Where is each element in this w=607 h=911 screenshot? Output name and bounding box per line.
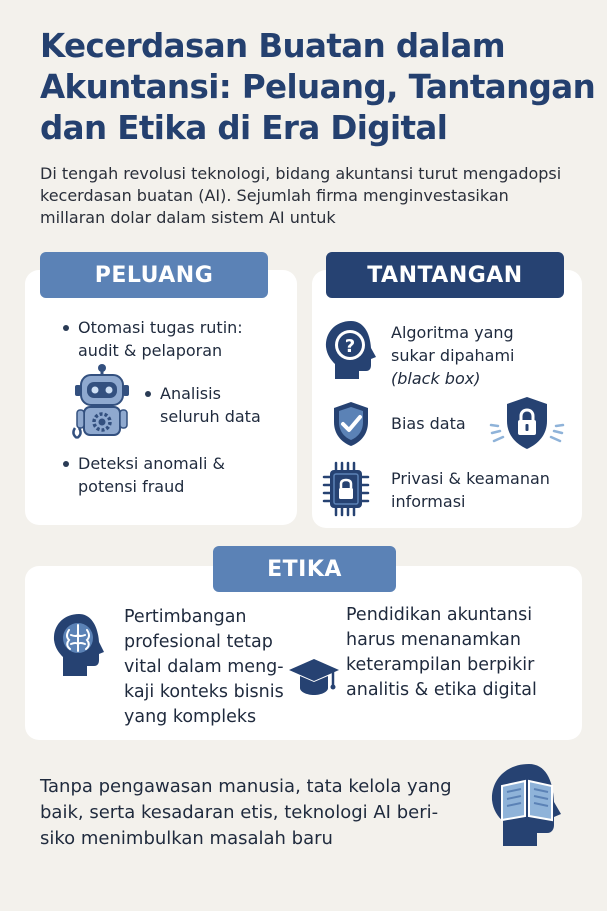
item-line: sukar dipahami [391,346,515,365]
item-line: keterampilan berpikir [346,655,535,675]
tantangan-item-bias [391,412,466,435]
item-line: Bias data [391,414,466,433]
title-line: dan Etika di Era Digital [40,109,448,147]
item-line: Otomasi tugas rutin: [78,318,243,337]
item-line: Pertimbangan [124,607,247,627]
item-line: yang kompleks [124,707,257,727]
chip-lock-icon [322,461,372,517]
book-head-icon [481,762,577,848]
tantangan-item-algoritma [391,321,514,390]
title-line: Akuntansi: Peluang, Tantangan [40,68,596,106]
closing-paragraph [40,774,452,852]
item-line: Privasi & keamanan [391,469,550,488]
item-line: audit & pelaporan [78,341,223,360]
shield-check-icon [331,400,371,448]
robot-icon [66,364,138,442]
item-line: (black box) [391,369,481,388]
peluang-heading: PELUANG [40,252,268,298]
lock-icon [489,395,565,451]
graduation-cap-icon [287,656,341,698]
item-line: Analisis [160,384,221,403]
intro-line: kecerdasan buatan (AI). Sejumlah firma menginvestasikan [40,186,509,205]
item-line: seluruh data [160,407,261,426]
etika-heading: ETIKA [213,546,396,592]
peluang-item-analisis [160,382,261,428]
page-title [40,26,607,149]
closing-line: siko menimbulkan masalah baru [40,828,333,849]
closing-line: Tanpa pengawasan manusia, tata kelola yang [40,776,452,797]
intro-line: Di tengah revolusi teknologi, bidang akuntansi turut mengadopsi [40,164,562,183]
tantangan-item-privasi [391,467,550,513]
svg-text:?: ? [344,336,356,357]
item-line: kaji konteks bisnis [124,682,284,702]
item-line: Pendidikan akuntansi [346,605,533,625]
intro-line: millaran dolar dalam sistem AI untuk [40,208,336,227]
item-line: informasi [391,492,466,511]
item-line: analitis & etika digital [346,680,537,700]
intro-paragraph [40,163,585,229]
question-head-icon [321,318,381,382]
item-line: potensi fraud [78,477,185,496]
item-line: profesional tetap [124,632,273,652]
etika-left-text [124,605,284,730]
brain-head-icon [49,611,109,679]
item-line: vital dalam meng- [124,657,284,677]
tantangan-heading: TANTANGAN [326,252,564,298]
item-line: Algoritma yang [391,323,514,342]
peluang-item-deteksi [78,452,225,498]
item-line: harus menanamkan [346,630,521,650]
title-line: Kecerdasan Buatan dalam [40,27,506,65]
closing-line: baik, serta kesadaran etis, teknologi AI beri- [40,802,439,823]
etika-right-text [346,603,537,703]
item-line: Deteksi anomali & [78,454,225,473]
peluang-item-otomasi [78,316,243,362]
